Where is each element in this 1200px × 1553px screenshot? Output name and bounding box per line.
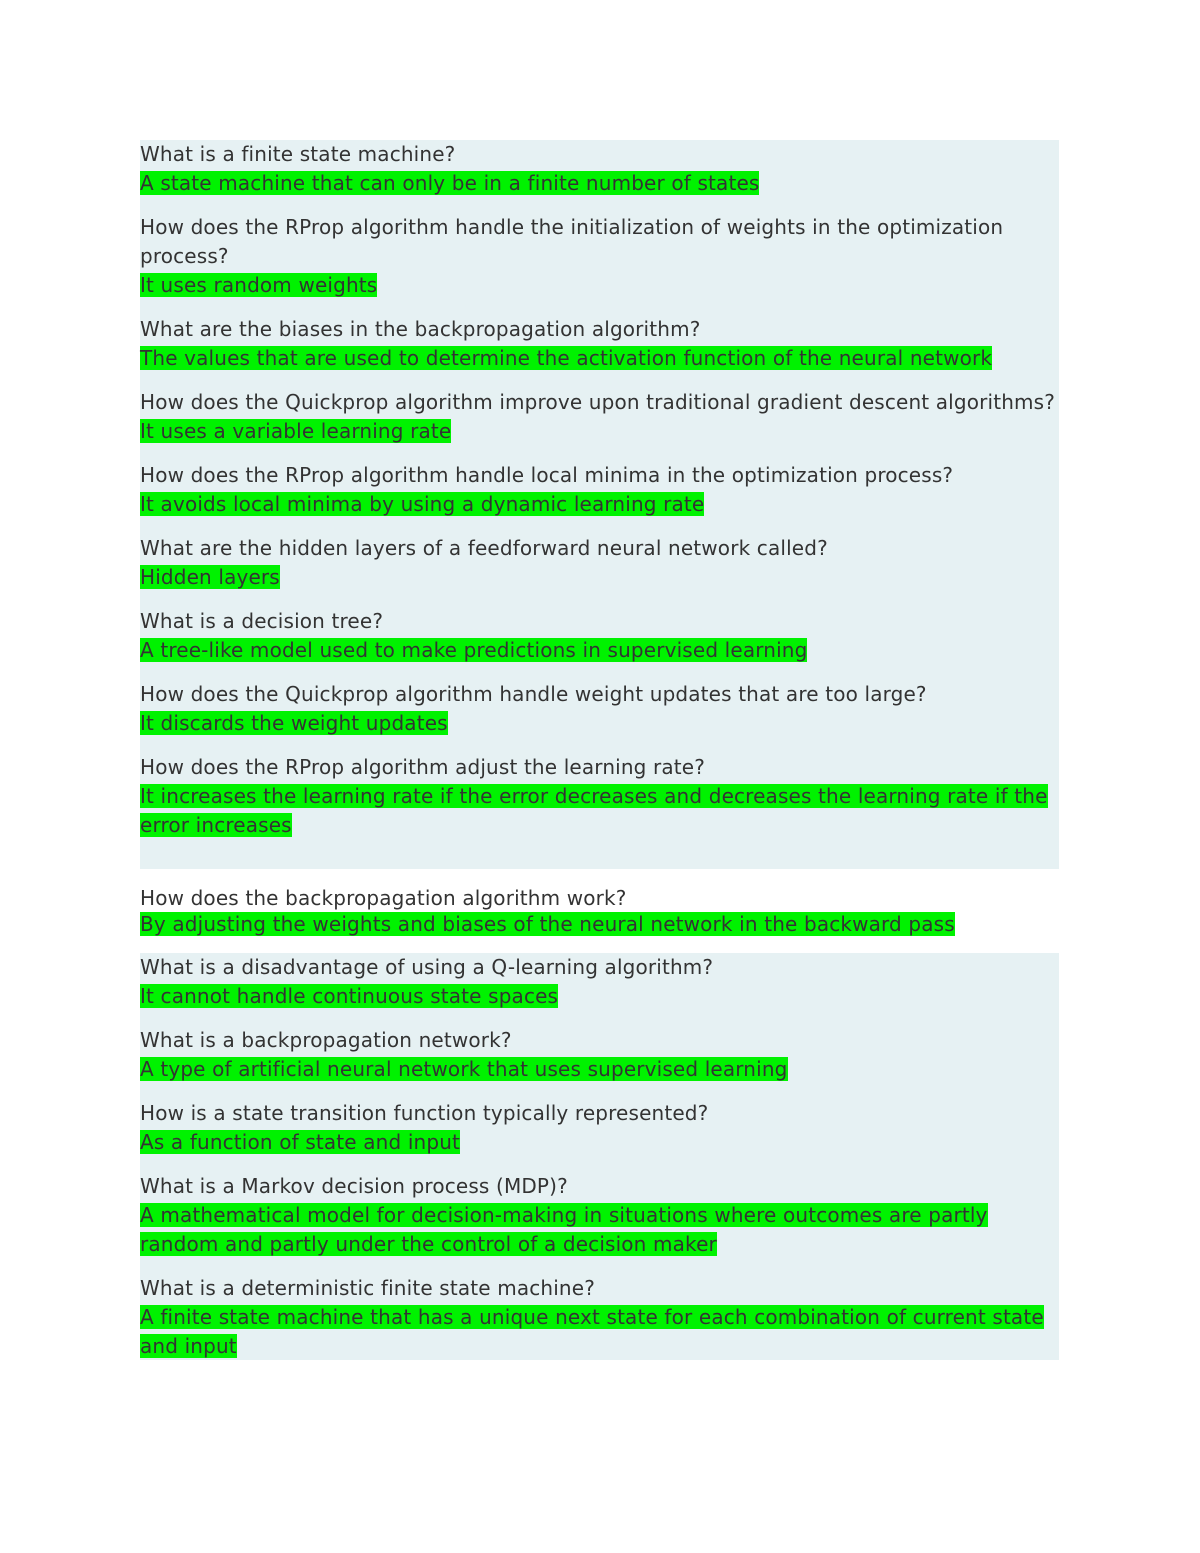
answer-highlight: A finite state machine that has a unique next state for each combination of current state and input (140, 1305, 1044, 1358)
answer-highlight: It uses random weights (140, 273, 378, 297)
question-text: How does the Quickprop algorithm improve upon traditional gradient descent algorithms? (140, 390, 1055, 414)
answer-highlight: A state machine that can only be in a finite number of states (140, 171, 760, 195)
qa-item (140, 534, 1059, 592)
question-text: How does the RProp algorithm adjust the learning rate? (140, 755, 706, 779)
question-text: What is a backpropagation network? (140, 1028, 512, 1052)
qa-item (140, 680, 1059, 738)
answer (140, 1055, 1059, 1084)
answer-highlight: It cannot handle continuous state spaces (140, 984, 559, 1008)
answer (140, 563, 1059, 592)
question-text: What is a decision tree? (140, 609, 384, 633)
answer (140, 1201, 1059, 1259)
answer (140, 636, 1059, 665)
answer (140, 709, 1059, 738)
qa-section-3 (140, 953, 1059, 1360)
question-text: How is a state transition function typically represented? (140, 1101, 709, 1125)
qa-item (140, 315, 1059, 373)
qa-item (140, 1026, 1059, 1084)
answer (140, 1303, 1059, 1361)
answer (140, 1128, 1059, 1157)
qa-item (140, 388, 1059, 446)
qa-item (140, 461, 1059, 519)
answer (140, 782, 1059, 840)
answer-highlight: A mathematical model for decision-making in situations where outcomes are partly random and partly under the control of a decision maker (140, 1203, 988, 1256)
answer-highlight: A type of artificial neural network that uses supervised learning (140, 1057, 788, 1081)
answer-highlight: Hidden layers (140, 565, 280, 589)
qa-item (140, 140, 1059, 198)
answer (140, 169, 1059, 198)
qa-section-2 (140, 885, 1059, 943)
qa-item (140, 1172, 1059, 1259)
qa-item (140, 1099, 1059, 1157)
qa-item (140, 1274, 1059, 1361)
qa-item (140, 953, 1059, 1011)
answer-highlight: By adjusting the weights and biases of the neural network in the backward pass (140, 912, 955, 936)
question-text: What is a finite state machine? (140, 142, 456, 166)
answer (140, 417, 1059, 446)
question-text: What is a deterministic finite state machine? (140, 1276, 595, 1300)
answer (140, 490, 1059, 519)
question-text: How does the backpropagation algorithm work? (140, 886, 627, 910)
qa-item (140, 885, 1059, 937)
answer-highlight: It increases the learning rate if the error decreases and decreases the learning rate if the error increases (140, 784, 1048, 837)
answer (140, 982, 1059, 1011)
question-text: How does the RProp algorithm handle local minima in the optimization process? (140, 463, 954, 487)
answer-highlight: As a function of state and input (140, 1130, 461, 1154)
qa-item (140, 607, 1059, 665)
answer-highlight: A tree-like model used to make predictions in supervised learning (140, 638, 808, 662)
answer (140, 271, 1059, 300)
question-text: What are the hidden layers of a feedforward neural network called? (140, 536, 828, 560)
answer-highlight: The values that are used to determine the activation function of the neural network (140, 346, 993, 370)
question-text: How does the Quickprop algorithm handle weight updates that are too large? (140, 682, 927, 706)
qa-section-1 (140, 140, 1059, 869)
answer-highlight: It avoids local minima by using a dynamic learning rate (140, 492, 705, 516)
answer-highlight: It uses a variable learning rate (140, 419, 452, 443)
answer (140, 344, 1059, 373)
question-text: What are the biases in the backpropagation algorithm? (140, 317, 701, 341)
qa-item (140, 753, 1059, 840)
answer (140, 911, 1059, 937)
question-text: How does the RProp algorithm handle the initialization of weights in the optimization process? (140, 215, 1004, 268)
question-text: What is a Markov decision process (MDP)? (140, 1174, 568, 1198)
question-text: What is a disadvantage of using a Q-learning algorithm? (140, 955, 714, 979)
qa-item (140, 213, 1059, 300)
answer-highlight: It discards the weight updates (140, 711, 448, 735)
